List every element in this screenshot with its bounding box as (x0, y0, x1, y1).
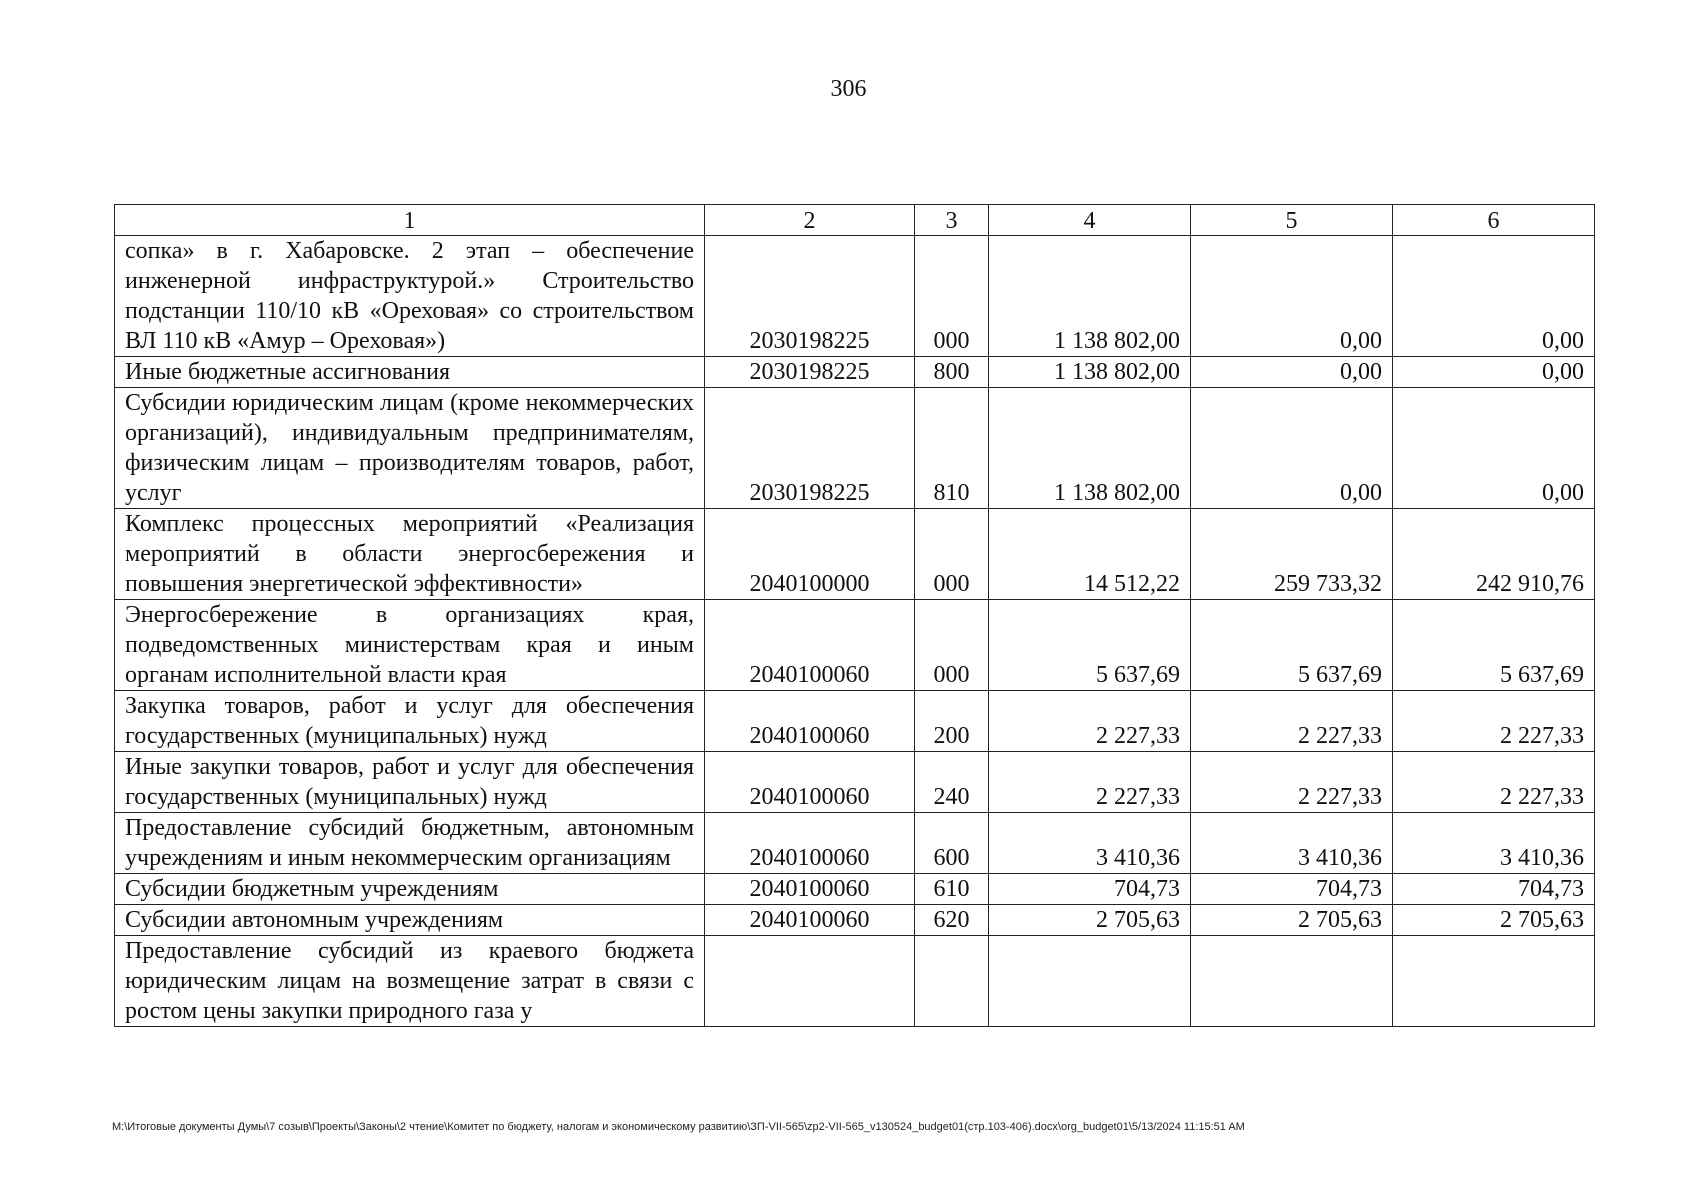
row-value-6: 2 227,33 (1393, 691, 1595, 752)
budget-table (114, 204, 1595, 1027)
row-value-4 (989, 936, 1191, 1027)
row-value-6: 0,00 (1393, 388, 1595, 509)
header-cell-6: 6 (1393, 205, 1595, 236)
row-value-6: 5 637,69 (1393, 600, 1595, 691)
header-cell-4: 4 (989, 205, 1191, 236)
row-code: 2040100000 (705, 509, 915, 600)
table-row (115, 752, 1595, 813)
row-value-5: 0,00 (1191, 388, 1393, 509)
row-name: Субсидии юридическим лицам (кроме некоммерческих организаций), индивидуальным предпринимателям, физическим лицам – производителям товаров, работ, услуг (115, 388, 705, 509)
table-row (115, 874, 1595, 905)
row-name: Субсидии автономным учреждениям (115, 905, 705, 936)
row-code: 2040100060 (705, 600, 915, 691)
row-value-6: 704,73 (1393, 874, 1595, 905)
row-value-5 (1191, 936, 1393, 1027)
row-value-4: 1 138 802,00 (989, 236, 1191, 357)
row-code: 2030198225 (705, 236, 915, 357)
row-value-5: 2 227,33 (1191, 752, 1393, 813)
row-code: 2030198225 (705, 388, 915, 509)
table-row (115, 905, 1595, 936)
row-name: Предоставление субсидий бюджетным, автономным учреждениям и иным некоммерческим организациям (115, 813, 705, 874)
row-expense-type: 000 (915, 509, 989, 600)
row-value-6: 2 227,33 (1393, 752, 1595, 813)
row-code: 2040100060 (705, 813, 915, 874)
row-value-6 (1393, 936, 1595, 1027)
row-value-6: 0,00 (1393, 357, 1595, 388)
row-value-5: 2 705,63 (1191, 905, 1393, 936)
row-expense-type: 600 (915, 813, 989, 874)
header-cell-3: 3 (915, 205, 989, 236)
row-value-6: 2 705,63 (1393, 905, 1595, 936)
row-name: Комплекс процессных мероприятий «Реализация мероприятий в области энергосбережения и повышения энергетической эффективности» (115, 509, 705, 600)
row-value-4: 2 705,63 (989, 905, 1191, 936)
row-value-4: 5 637,69 (989, 600, 1191, 691)
row-value-4: 14 512,22 (989, 509, 1191, 600)
row-value-4: 1 138 802,00 (989, 388, 1191, 509)
row-code: 2040100060 (705, 905, 915, 936)
row-value-5: 3 410,36 (1191, 813, 1393, 874)
row-name: Иные закупки товаров, работ и услуг для обеспечения государственных (муниципальных) нужд (115, 752, 705, 813)
row-name: Иные бюджетные ассигнования (115, 357, 705, 388)
document-path-footer: M:\Итоговые документы Думы\7 созыв\Проекты\Законы\2 чтение\Комитет по бюджету, налогам и экономическому развитию\ЗП-VII-565\zp2-VII-565_v130524_budget01(стр.103-406).docx\org_budget01\5/13/2024 11:15:51 AM (112, 1121, 1245, 1133)
row-value-5: 0,00 (1191, 357, 1393, 388)
row-value-5: 2 227,33 (1191, 691, 1393, 752)
header-cell-1: 1 (115, 205, 705, 236)
row-value-5: 704,73 (1191, 874, 1393, 905)
table-row (115, 936, 1595, 1027)
table-row (115, 600, 1595, 691)
row-expense-type: 000 (915, 600, 989, 691)
table-row (115, 357, 1595, 388)
page-number: 306 (830, 76, 867, 102)
row-value-4: 3 410,36 (989, 813, 1191, 874)
row-value-4: 2 227,33 (989, 752, 1191, 813)
row-value-5: 0,00 (1191, 236, 1393, 357)
row-expense-type: 620 (915, 905, 989, 936)
row-code: 2040100060 (705, 691, 915, 752)
row-value-5: 259 733,32 (1191, 509, 1393, 600)
row-code: 2040100060 (705, 752, 915, 813)
row-name: Энергосбережение в организациях края, подведомственных министерствам края и иным органам исполнительной власти края (115, 600, 705, 691)
row-name: Субсидии бюджетным учреждениям (115, 874, 705, 905)
row-name: сопка» в г. Хабаровске. 2 этап – обеспечение инженерной инфраструктурой.» Строительство подстанции 110/10 кВ «Ореховая» со строительством ВЛ 110 кВ «Амур – Ореховая») (115, 236, 705, 357)
row-expense-type (915, 936, 989, 1027)
table-row (115, 691, 1595, 752)
row-value-6: 0,00 (1393, 236, 1595, 357)
row-code: 2040100060 (705, 874, 915, 905)
table-row (115, 236, 1595, 357)
row-value-4: 1 138 802,00 (989, 357, 1191, 388)
row-code (705, 936, 915, 1027)
row-code: 2030198225 (705, 357, 915, 388)
row-expense-type: 810 (915, 388, 989, 509)
row-value-5: 5 637,69 (1191, 600, 1393, 691)
row-value-4: 704,73 (989, 874, 1191, 905)
row-expense-type: 240 (915, 752, 989, 813)
table-row (115, 813, 1595, 874)
table-row (115, 509, 1595, 600)
header-cell-2: 2 (705, 205, 915, 236)
budget-table-container (114, 204, 1594, 1027)
row-value-6: 3 410,36 (1393, 813, 1595, 874)
row-value-4: 2 227,33 (989, 691, 1191, 752)
row-expense-type: 800 (915, 357, 989, 388)
table-row (115, 388, 1595, 509)
row-expense-type: 000 (915, 236, 989, 357)
row-name: Закупка товаров, работ и услуг для обеспечения государственных (муниципальных) нужд (115, 691, 705, 752)
row-expense-type: 200 (915, 691, 989, 752)
row-name: Предоставление субсидий из краевого бюджета юридическим лицам на возмещение затрат в связи с ростом цены закупки природного газа у (115, 936, 705, 1027)
row-expense-type: 610 (915, 874, 989, 905)
header-row (115, 205, 1595, 236)
header-cell-5: 5 (1191, 205, 1393, 236)
row-value-6: 242 910,76 (1393, 509, 1595, 600)
